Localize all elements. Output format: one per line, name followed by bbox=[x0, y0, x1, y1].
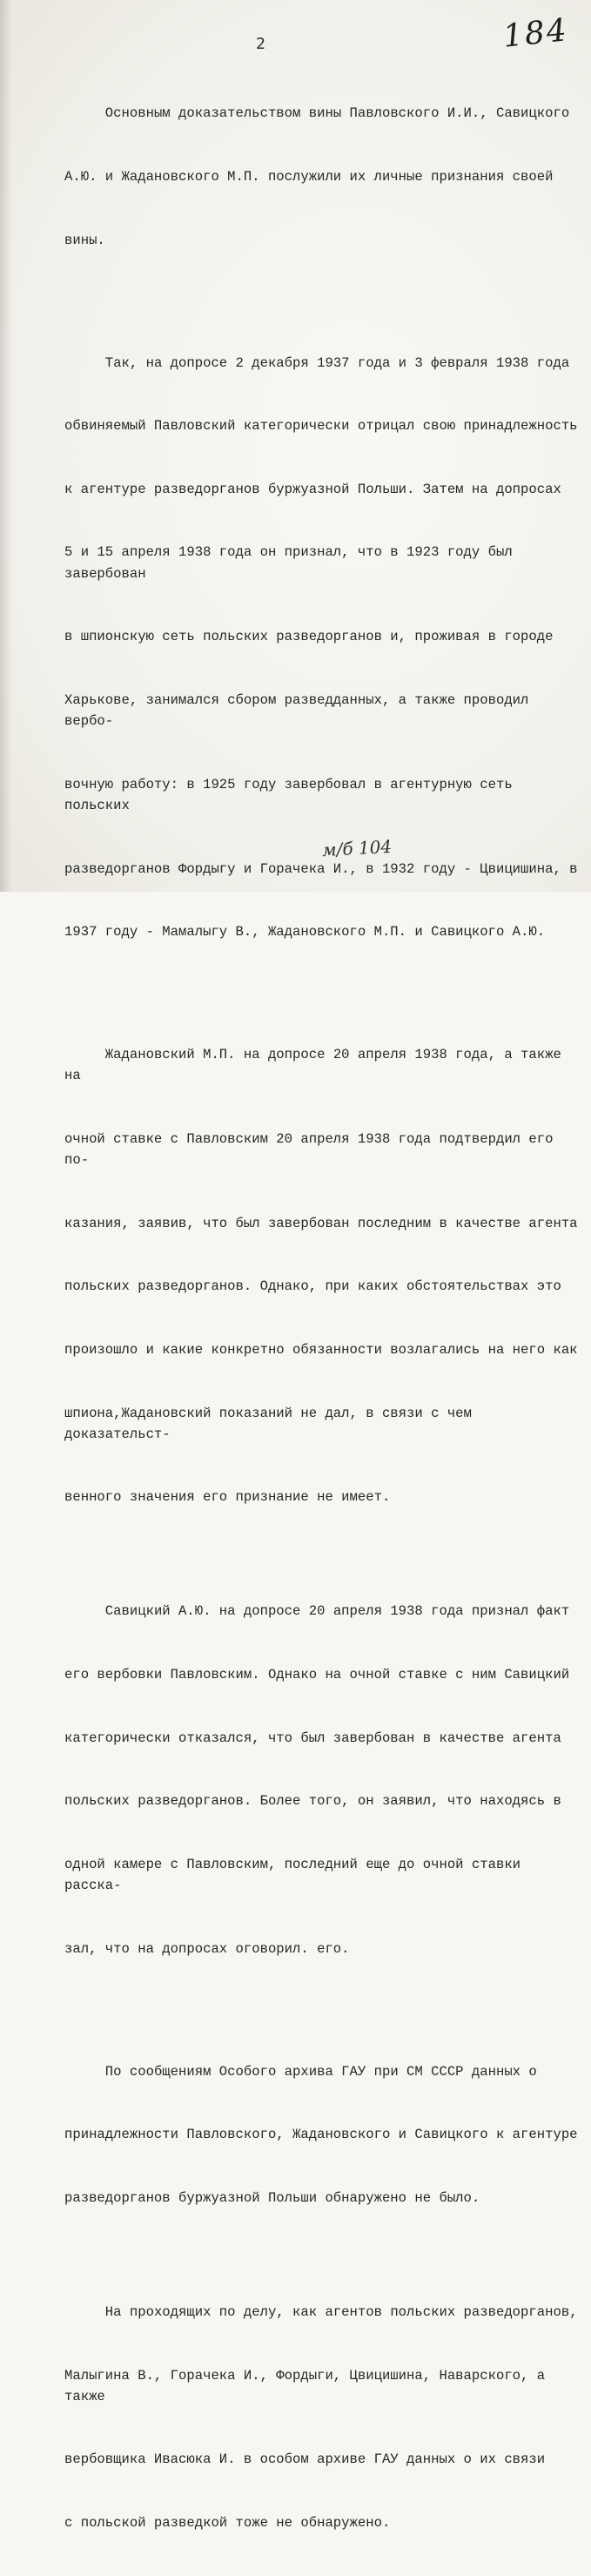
text-line: А.Ю. и Жадановского М.П. послужили их личные признания своей bbox=[64, 169, 554, 185]
text-line: польских разведорганов. Однако, при каких обстоятельствах это bbox=[64, 1278, 561, 1295]
text-line: польских разведорганов. Более того, он заявил, что находясь в bbox=[64, 1793, 561, 1810]
text-line: Жадановский М.П. на допросе 20 апреля 1938 года, а также на bbox=[64, 1047, 570, 1084]
text-line: вочную работу: в 1925 году завербовал в агентурную сеть польских bbox=[64, 776, 521, 813]
text-line: венного значения его признание не имеет. bbox=[64, 1489, 391, 1506]
paragraph-6 bbox=[64, 2260, 578, 2576]
text-line: Харькове, занимался сбором разведданных, а также проводил вербо- bbox=[64, 691, 537, 730]
text-line: вины. bbox=[64, 232, 105, 248]
handwritten-archive-mark: м/б 104 bbox=[321, 835, 393, 861]
paragraph-2 bbox=[64, 310, 578, 985]
text-line: принадлежности Павловского, Жадановского и Савицкого к агентуре bbox=[64, 2127, 578, 2143]
page-number: 2 bbox=[256, 35, 265, 53]
text-line: с польской разведкой тоже не обнаружено. bbox=[64, 2514, 391, 2531]
text-line: На проходящих по делу, как агентов польских разведорганов, bbox=[64, 2303, 578, 2320]
text-line: казания, заявив, что был завербован последним в качестве агента bbox=[64, 1215, 578, 1231]
paragraph-1 bbox=[64, 61, 578, 293]
text-line: вербовщика Ивасюка И. в особом архиве ГАУ данных о их связи bbox=[64, 2451, 546, 2468]
text-line: в шпионскую сеть польских разведорганов и, проживая в городе bbox=[64, 629, 554, 645]
text-line: 1937 году - Мамалыгу В., Жадановского М.П. и Савицкого А.Ю. bbox=[64, 924, 546, 941]
paragraph-3 bbox=[64, 1002, 578, 1550]
archive-sheet-number: 184 bbox=[501, 12, 570, 55]
text-line: Малыгина В., Горачека И., Фордыги, Цвицишина, Наварского, а также bbox=[64, 2367, 554, 2404]
paragraph-4 bbox=[64, 1559, 578, 2001]
text-line: к агентуре разведорганов буржуазной Польши. Затем на допросах bbox=[64, 481, 561, 497]
text-line: зал, что на допросах оговорил. его. bbox=[64, 1940, 350, 1957]
page-edge-shadow bbox=[0, 0, 12, 892]
text-line: очной ставке с Павловским 20 апреля 1938 года подтвердил его по- bbox=[64, 1130, 561, 1169]
text-line: шпиона,Жадановский показаний не дал, в связи с чем доказательст- bbox=[64, 1405, 480, 1442]
text-line: его вербовки Павловским. Однако на очной ставке с ним Савицкий bbox=[64, 1667, 570, 1683]
text-line: одной камере с Павловским, последний еще до очной ставки расска- bbox=[64, 1856, 529, 1894]
text-line: обвиняемый Павловский категорически отрицал свою принадлежность bbox=[64, 418, 578, 435]
text-line: Основным доказательством вины Павловского И.И., Савицкого bbox=[64, 105, 570, 122]
text-line: категорически отказался, что был завербован в качестве агента bbox=[64, 1730, 561, 1746]
text-line: 5 и 15 апреля 1938 года он признал, что в 1923 году был завербован bbox=[64, 544, 521, 582]
text-line: Савицкий А.Ю. на допросе 20 апреля 1938 года признал факт bbox=[64, 1603, 570, 1620]
text-line: Так, на допросе 2 декабря 1937 года и 3 февраля 1938 года bbox=[64, 354, 570, 371]
paragraph-5 bbox=[64, 2019, 578, 2250]
text-line: разведорганов Фордыгу и Горачека И., в 1932 году - Цвицишина, в bbox=[64, 860, 578, 877]
document-body bbox=[64, 61, 578, 2576]
text-line: разведорганов буржуазной Польши обнаружено не было. bbox=[64, 2189, 480, 2206]
text-line: произошло и какие конкретно обязанности возлагались на него как bbox=[64, 1341, 578, 1358]
text-line: По сообщениям Особого архива ГАУ при СМ СССР данных о bbox=[64, 2063, 537, 2080]
